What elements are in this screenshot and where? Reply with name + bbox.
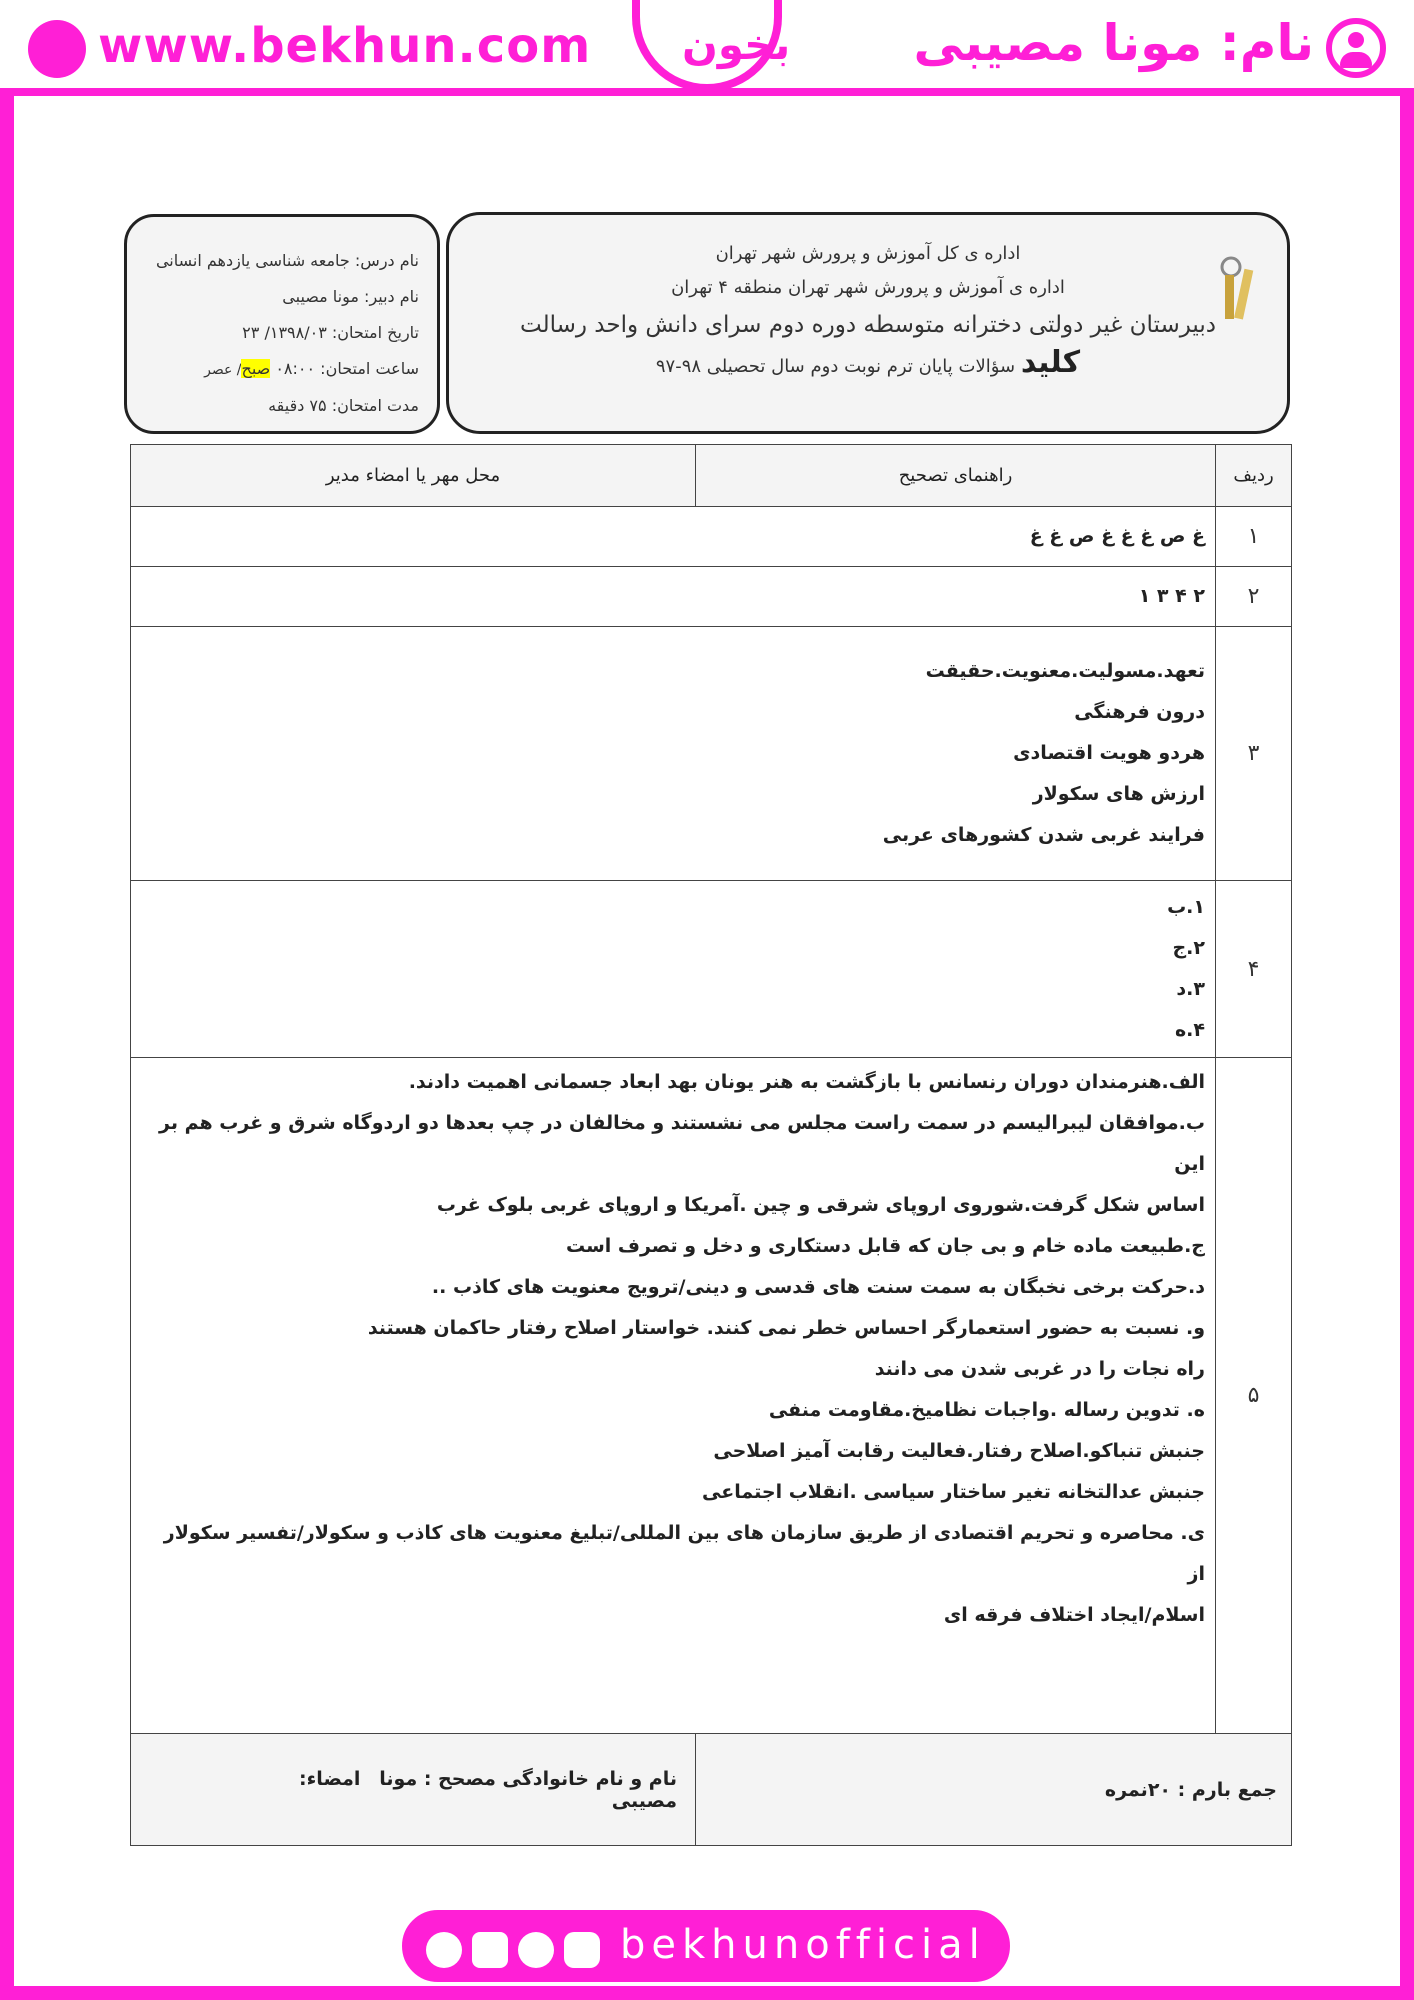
signature-label: امضاء: (299, 1767, 361, 1790)
answer-cell: ۲ ۴ ۳ ۱ (131, 567, 1216, 627)
teacher-name: نام دبیر: مونا مصیبی (282, 287, 419, 306)
social-handle[interactable]: bekhunofficial (620, 1922, 986, 1968)
answer-cell: غ ص غ غ غ ص غ غ (131, 507, 1216, 567)
keys-icon (1211, 255, 1259, 335)
table-row (131, 881, 1292, 1058)
grader-name: نام و نام خانوادگی مصحح : مونا مصیبی (379, 1767, 677, 1812)
table-row (131, 567, 1292, 627)
table-row (131, 1058, 1292, 1734)
exam-title: کلید سؤالات پایان ترم نوبت دوم سال تحصیلی ۹۸-۹۷ (655, 345, 1081, 380)
answer-key-label: کلید (1020, 345, 1081, 380)
exam-date: تاریخ امتحان: ۱۳۹۸/۰۳/ ۲۳ (242, 323, 419, 342)
telegram-icon[interactable] (518, 1932, 554, 1968)
globe-icon (28, 20, 86, 78)
school-header-box (446, 212, 1290, 434)
social-footer (398, 1906, 1014, 1986)
exam-info-box (124, 214, 440, 434)
col-header-guide: راهنمای تصحیح (696, 445, 1216, 507)
user-icon (1326, 18, 1386, 78)
col-header-row: ردیف (1216, 445, 1292, 507)
youtube-icon[interactable] (472, 1932, 508, 1968)
school-name: دبیرستان غیر دولتی دخترانه متوسطه دوره دوم سرای دانش واحد رسالت (519, 312, 1217, 338)
row-number: ۳ (1216, 627, 1292, 881)
answer-cell: ۱.ب ۲.ج ۳.د ۴.ه (131, 881, 1216, 1058)
org-line1: اداره ی کل آموزش و پرورش شهر تهران (715, 243, 1021, 264)
row-number: ۵ (1216, 1058, 1292, 1734)
table-row (131, 627, 1292, 881)
aparat-icon[interactable] (426, 1932, 462, 1968)
answer-cell: الف.هنرمندان دوران رنسانس با بازگشت به هنر یونان بهد ابعاد جسمانی اهمیت دادند. ب.موافقان لیبرالیسم در سمت راست مجلس می نشستند و مخالفان در چپ بعدها دو اردوگاه شرق و غرب هم بر این اساس شکل گرفت.شوروی اروپای شرقی و چین .آمریکا و اروپای غربی بلوک غرب ج.طبیعت ماده خام و بی جان که قابل دستکاری و دخل و تصرف است د.حرکت برخی نخبگان به سمت سنت های قدسی و دینی/ترویج معنویت های کاذب .. و. نسبت به حضور استعمارگر احساس خطر نمی کنند. خواستار اصلاح رفتار حاکمان هستند راه نجات را در غربی شدن می دانند ه. تدوین رساله .واجبات نظامیخ.مقاومت منفی جنبش تنباکو.اصلاح رفتار.فعالیت رقابت آمیز اصلاحی جنبش عدالتخانه تغیر ساختار سیاسی .انقلاب اجتماعی ی. محاصره و تحریم اقتصادی از طریق سازمان های بین المللی/تبلیغ معنویت های کاذب و سکولار/تفسیر سکولار از اسلام/ایجاد اختلاف فرقه ای (131, 1058, 1216, 1734)
org-line2: اداره ی آموزش و پرورش شهر تهران منطقه ۴ تهران (671, 277, 1065, 298)
bekhun-logo: بخون (632, 0, 782, 92)
answer-key-table (130, 444, 1292, 1846)
row-number: ۲ (1216, 567, 1292, 627)
exam-duration: مدت امتحان: ۷۵ دقیقه (268, 396, 419, 415)
course-name: نام درس: جامعه شناسی یازدهم انسانی (155, 251, 419, 270)
student-name: نام: مونا مصیبی (913, 14, 1314, 72)
exam-time: ساعت امتحان: ۰۸:۰۰ صبح/ عصر (204, 359, 419, 378)
row-number: ۱ (1216, 507, 1292, 567)
total-score: جمع بارم : ۲۰نمره (696, 1734, 1292, 1846)
grader-cell (131, 1734, 696, 1846)
instagram-icon[interactable] (564, 1932, 600, 1968)
top-bar (0, 0, 1414, 96)
footer-row (131, 1734, 1292, 1846)
answer-cell: تعهد.مسولیت.معنویت.حقیقت درون فرهنگی هردو هویت اقتصادی ارزش های سکولار فرایند غربی شدن کشورهای عربی (131, 627, 1216, 881)
table-row (131, 507, 1292, 567)
site-url[interactable]: www.bekhun.com (98, 18, 592, 74)
col-header-stamp: محل مهر یا امضاء مدیر (131, 445, 696, 507)
row-number: ۴ (1216, 881, 1292, 1058)
